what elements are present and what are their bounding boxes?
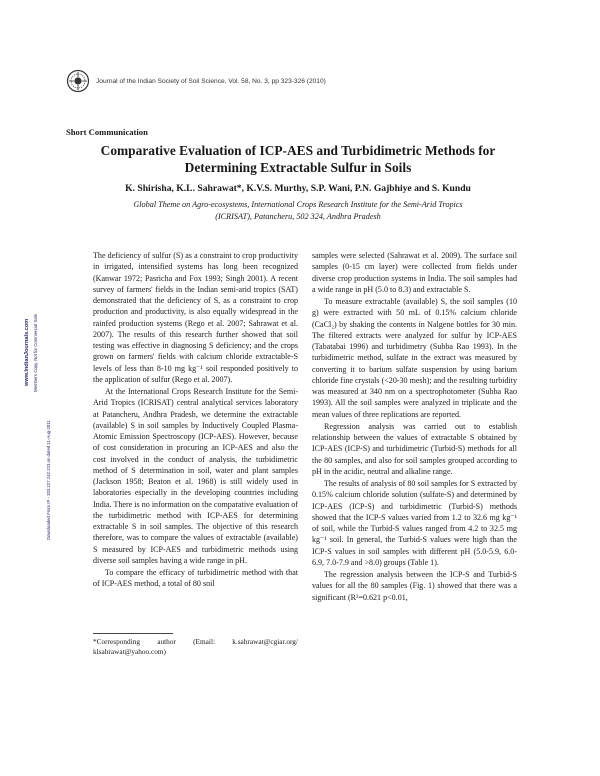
download-watermark xyxy=(2,300,58,680)
affiliation xyxy=(66,199,530,222)
paper-title xyxy=(66,142,530,176)
paragraph: To measure extractable (available) S, the soil samples (10 g) were extracted with 50 mL of 0.15% calcium chloride (CaCl₂) by shaking the contents in Nalgene bottles for 30 min. The filtered extracts were analyzed for sulfur by ICP-AES (Tabatabai 1996) and turbidimetry (Subba Rao 1993). In the turbidimetric method, sulfate in the extract was measured by converting it to barium sulfate suspension by using barium chloride fine crystals (<20-30 mesh); and the resulting turbidity was measured at 340 nm on a spectrophotometer (Subba Rao 1993). All the soil samples were analyzed in triplicate and the mean values of three replications are reported. xyxy=(312,297,517,419)
corresponding-author-footnote: *Corresponding author (Email: k.sahrawat@cgiar.org/ klsahrawat@yahoo.com) xyxy=(93,637,298,656)
affiliation-line-2: (ICRISAT), Patancheru, 502 324, Andhra Pradesh xyxy=(215,211,381,221)
watermark-site: www.IndianJournals.com xyxy=(24,318,30,386)
paragraph: The deficiency of sulfur (S) as a constraint to crop productivity in irrigated, intensified systems has long been recognized (Kanwar 1972; Pasricha and Fox 1993; Singh 2001). A recent survey of farmers' fields in the Indian semi-arid tropics (SAT) demonstrated that the deficiency of S, as a constraint to crop production and productivity, is also equally widespread in the rainfed production systems (Rego et al. 2007; Sahrawat et al. 2007). The results of this research further showed that soil testing was effective in diagnosing S deficiency; and the crops grown on farmers' fields with calcium chloride extractable-S levels of less than 8-10 mg kg⁻¹ soil responded positively to the application of sulfur (Rego et al. 2007). xyxy=(93,251,298,384)
society-emblem-icon xyxy=(66,69,90,93)
affiliation-line-1: Global Theme on Agro-ecosystems, International Crops Research Institute for the Semi-Arid Tropics xyxy=(133,200,463,209)
journal-citation: Journal of the Indian Society of Soil Science, Vol. 58, No. 3, pp 323-326 (2010) xyxy=(96,77,326,85)
footnote-divider xyxy=(93,633,173,634)
body-column-left xyxy=(93,250,298,590)
paragraph: samples were selected (Sahrawat et al. 2009). The surface soil samples (0-15 cm layer) were collected from fields under diverse crop production systems in India. The soil samples had a wide range in pH (5.0 to 8.3) and extractable S. xyxy=(312,251,517,294)
paragraph: At the International Crops Research Institute for the Semi-Arid Tropics (ICRISAT) central analytical services laboratory at Patancheru, Andhra Pradesh, we determine the extractable (available) S in soil samples by Inductively Coupled Plasma-Atomic Emission Spectroscopy (ICP-AES). However, because of cost consideration in procuring an ICP-AES and also the cost involved in the conduct of analysis, the turbidimetric method of S determination in soil, water and plant samples (Jackson 1958; Beaton et al. 1968) is still widely used in laboratories especially in the developing countries including India. There is no information on the comparative evaluation of the turbidimetric method with ICP-AES for determining extractable S in soil samples. The objective of this research therefore, was to compare the values of extractable (available) S measured by ICP-AES and turbidimetric methods using diverse soil samples having a wide range in pH. xyxy=(93,387,298,565)
journal-header xyxy=(66,66,326,96)
watermark-download: Downloaded From IP - 203.227.242.223 on dated 11-Aug-2011 xyxy=(46,420,51,540)
title-line-2: Determining Extractable Sulfur in Soils xyxy=(184,160,412,175)
section-label: Short Communication xyxy=(66,127,148,137)
watermark-member: Members Copy, Not for Commercial Sale xyxy=(33,313,38,392)
title-line-1: Comparative Evaluation of ICP-AES and Turbidimetric Methods for xyxy=(100,143,496,158)
paragraph: The regression analysis between the ICP-S and Turbid-S values for all the 80 samples (Fig. 1) showed that there was a significant (R²=0.621 p<0.01, xyxy=(312,570,517,602)
paragraph: The results of analysis of 80 soil samples for S extracted by 0.15% calcium chloride solution (sulfate-S) and determined by ICP-AES (ICP-S) and turbidimetric (Turbid-S) methods showed that the ICP-S values varied from 1.2 to 32.6 mg kg⁻¹ of soil, while the Turbid-S values ranged from 4.2 to 32.5 mg kg⁻¹ soil. In general, the Turbid-S values were high than the ICP-S values in soil samples with different pH (5.0-5.9, 6.0-6.9, 7.0-7.9 and >8.0) groups (Table 1). xyxy=(312,479,517,567)
paragraph: To compare the efficacy of turbidimetric method with that of ICP-AES method, a total of 80 soil xyxy=(93,568,298,589)
body-column-right xyxy=(312,250,517,603)
author-list: K. Shirisha, K.L. Sahrawat*, K.V.S. Murthy, S.P. Wani, P.N. Gajbhiye and S. Kundu xyxy=(125,183,471,194)
paragraph: Regression analysis was carried out to establish relationship between the values of extractable S obtained by ICP-AES (ICP-S) and turbidimetric (Turbid-S) methods for all the 80 samples, and also for soil samples grouped according to pH in the acidic, neutral and alkaline range. xyxy=(312,421,517,476)
